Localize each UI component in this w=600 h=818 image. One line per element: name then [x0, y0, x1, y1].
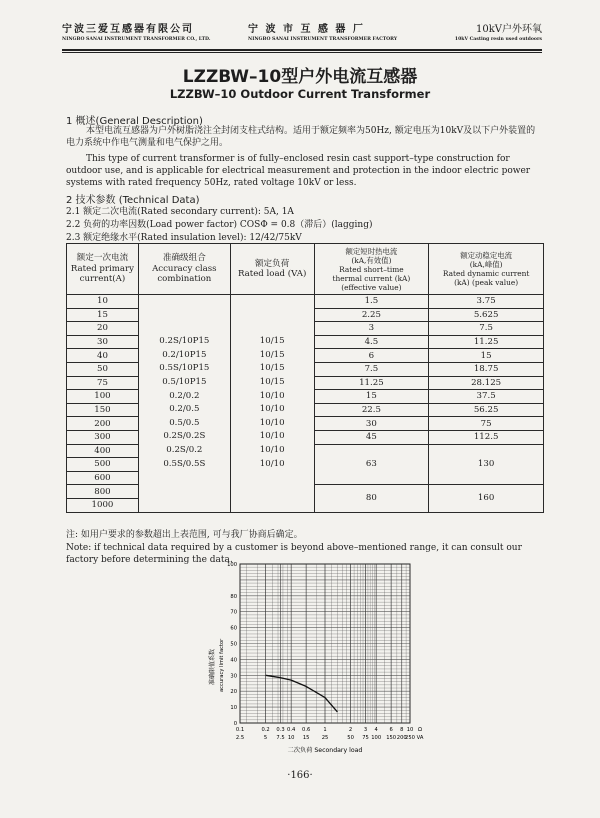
- cell-dynamic-current: 15: [429, 349, 544, 363]
- chart-y-tick-label: 40: [230, 657, 237, 664]
- accuracy-class-item: 0.2S/0.2: [166, 445, 203, 456]
- header-dynamic-current: 额定动稳定电流 (kA,峰值) Rated dynamic current (kA) (peak value): [429, 244, 544, 295]
- chart-x-tick-va: 250: [405, 735, 415, 741]
- company-name-cn: 宁波三爱互感器有限公司: [62, 24, 194, 35]
- product-category-block: [430, 20, 542, 42]
- accuracy-class-item: 0.2S/0.2S: [163, 431, 206, 442]
- chart-x-tick-ohm: 2: [348, 727, 353, 733]
- accuracy-class-item: 0.2/0.5: [169, 404, 200, 415]
- chart-x-tick-ohm: 0.2: [261, 727, 270, 733]
- cell-thermal-current: 63: [314, 444, 429, 485]
- cell-thermal-current: 15: [314, 390, 429, 404]
- cell-primary-current: 200: [67, 417, 139, 431]
- accuracy-class-item: 0.5/0.5: [169, 417, 200, 428]
- chart-series-line: [266, 675, 338, 712]
- chart-x-tick-va: 7.5: [276, 735, 285, 741]
- accuracy-limit-chart: [205, 560, 435, 756]
- chart-ylabel-en: accuracy limit factor: [219, 638, 225, 692]
- page-header: [62, 20, 542, 54]
- chart-x-tick-va: VA: [416, 735, 424, 741]
- chart-grid: [240, 564, 410, 723]
- note-cn: 注: 如用户要求的参数超出上表范围, 可与我厂协商后确定。: [66, 530, 303, 540]
- cell-dynamic-current: 11.25: [429, 335, 544, 349]
- chart-x-ticks: [236, 727, 424, 741]
- note-en: Note: if technical data required by a customer is beyond above–mentioned range, it can consult our factory before determining the data.: [66, 543, 522, 565]
- cell-primary-current: 800: [67, 485, 139, 499]
- cell-thermal-current: 7.5: [314, 362, 429, 376]
- cell-dynamic-current: 160: [429, 485, 544, 512]
- cell-primary-current: 20: [67, 322, 139, 336]
- header-rated-load: 额定负荷 Rated load (VA): [230, 244, 314, 295]
- chart-ylabel-cn: 准确限值系数: [209, 648, 216, 685]
- cell-thermal-current: 80: [314, 485, 429, 512]
- accuracy-stack: [139, 335, 230, 471]
- company-block: [62, 20, 210, 42]
- cell-primary-current: 150: [67, 403, 139, 417]
- cell-dynamic-current: 28.125: [429, 376, 544, 390]
- factory-block: [248, 20, 397, 42]
- header-rule-thin: [62, 52, 542, 53]
- cell-thermal-current: 22.5: [314, 403, 429, 417]
- accuracy-class-item: 0.2/10P15: [162, 349, 207, 360]
- cell-dynamic-current: 5.625: [429, 308, 544, 322]
- chart-x-tick-ohm: 0.1: [235, 727, 245, 733]
- product-category-en: 10kV Casting resin used outdoors: [454, 37, 542, 42]
- chart-xlabel: 二次负荷 Secondary load: [287, 747, 363, 754]
- cell-primary-current: 10: [67, 295, 139, 309]
- spec-item-insulation-level: 2.3 额定绝缘水平(Rated insulation level): 12/42/75kV: [66, 233, 302, 243]
- cell-primary-current: 300: [67, 430, 139, 444]
- chart-y-tick-label: 100: [227, 562, 237, 568]
- cell-dynamic-current: 37.5: [429, 390, 544, 404]
- load-stack: [231, 335, 314, 471]
- chart-x-tick-va: 150: [386, 735, 397, 741]
- cell-thermal-current: 1.5: [314, 295, 429, 309]
- spec-item-secondary-current: 2.1 额定二次电流(Rated secondary current): 5A, 1A: [66, 207, 294, 217]
- general-heading: 1 概述(General Description): [66, 116, 203, 127]
- rated-load-item: 10/15: [259, 336, 285, 347]
- chart-y-ticks: [227, 562, 237, 727]
- cell-primary-current: 1000: [67, 498, 139, 512]
- accuracy-class-item: 0.5S/10P15: [159, 363, 210, 374]
- chart-y-tick-label: 50: [230, 641, 237, 648]
- cell-thermal-current: 30: [314, 417, 429, 431]
- general-text-cn: 本型电流互感器为户外树脂浇注全封闭支柱式结构。适用于额定频率为50Hz, 额定电压为10kV及以下户外装置的电力系统中作电气测量和电气保护之用。: [66, 126, 536, 148]
- cell-accuracy-class-list: [138, 295, 230, 513]
- chart-x-tick-va: 25: [321, 735, 329, 741]
- cell-dynamic-current: 18.75: [429, 362, 544, 376]
- header-accuracy-class: 准确级组合 Accuracy class combination: [138, 244, 230, 295]
- general-text-en: This type of current transformer is of fully–enclosed resin cast support–type construction for outdoor use, and is applicable for electrical measurement and protection in the indoor electric power systems with rated frequency 50Hz, rated voltage 10kV or less.: [66, 154, 531, 188]
- chart-x-tick-ohm: 0.6: [302, 727, 311, 733]
- chart-y-tick-label: 0: [233, 721, 237, 727]
- table-header-row: [67, 244, 544, 295]
- cell-thermal-current: 11.25: [314, 376, 429, 390]
- factory-name-en: NINGBO SANAI INSTRUMENT TRANSFORMER FACTORY: [248, 37, 398, 42]
- accuracy-class-item: 0.5/10P15: [162, 377, 207, 388]
- cell-thermal-current: 2.25: [314, 308, 429, 322]
- cell-thermal-current: 3: [314, 322, 429, 336]
- company-name-en: NINGBO SANAI INSTRUMENT TRANSFORMER CO., LTD.: [62, 37, 211, 42]
- rated-load-item: 10/10: [259, 390, 285, 401]
- cell-dynamic-current: 112.5: [429, 430, 544, 444]
- chart-y-tick-label: 20: [230, 689, 237, 696]
- header-rule-thick: [62, 49, 542, 51]
- header-thermal-current: 额定短时热电流 (kA,有效值) Rated short–time thermal current (kA) (effective value): [314, 244, 429, 295]
- rated-load-item: 10/10: [259, 458, 285, 469]
- rated-load-item: 10/15: [259, 349, 285, 360]
- cell-thermal-current: 6: [314, 349, 429, 363]
- page-title-cn: LZZBW–10型户外电流互感器: [182, 67, 418, 87]
- cell-dynamic-current: 56.25: [429, 403, 544, 417]
- cell-dynamic-current: 75: [429, 417, 544, 431]
- cell-dynamic-current: 7.5: [429, 322, 544, 336]
- chart-x-tick-va: 2.5: [235, 735, 245, 741]
- chart-x-tick-va: 100: [371, 735, 382, 741]
- rated-load-item: 10/10: [259, 404, 285, 415]
- technical-data-table: [66, 243, 544, 513]
- chart-y-tick-label: 60: [230, 625, 237, 632]
- cell-primary-current: 15: [67, 308, 139, 322]
- chart-x-tick-ohm: Ω: [418, 727, 422, 733]
- accuracy-class-item: 0.2S/10P15: [159, 336, 210, 347]
- technical-heading: 2 技术参数 (Technical Data): [66, 195, 200, 206]
- cell-primary-current: 50: [67, 362, 139, 376]
- general-paragraph-cn: [66, 125, 544, 149]
- chart-y-tick-label: 30: [230, 673, 237, 680]
- chart-x-tick-ohm: 0.3: [276, 727, 285, 733]
- rated-load-item: 10/10: [259, 417, 285, 428]
- spec-item-power-factor: 2.2 负荷的功率因数(Load power factor) COSΦ = 0.8（滞后）(lagging): [66, 220, 373, 230]
- chart-y-tick-label: 70: [230, 609, 237, 616]
- page-title-en: LZZBW–10 Outdoor Current Transformer: [169, 87, 431, 101]
- chart-x-tick-va: 10: [287, 735, 295, 741]
- chart-x-tick-va: 50: [347, 735, 354, 741]
- page-number: ·166·: [287, 770, 313, 781]
- cell-rated-load-list: [230, 295, 314, 513]
- table-row: [67, 295, 544, 309]
- cell-primary-current: 500: [67, 458, 139, 472]
- cell-primary-current: 100: [67, 390, 139, 404]
- chart-x-tick-ohm: 4: [374, 727, 378, 733]
- cell-primary-current: 600: [67, 471, 139, 485]
- chart-x-tick-ohm: 10: [406, 727, 414, 733]
- cell-primary-current: 40: [67, 349, 139, 363]
- cell-primary-current: 400: [67, 444, 139, 458]
- cell-primary-current: 30: [67, 335, 139, 349]
- cell-dynamic-current: 130: [429, 444, 544, 485]
- chart-y-tick-label: 80: [230, 593, 237, 600]
- cell-primary-current: 75: [67, 376, 139, 390]
- chart-x-tick-ohm: 1: [323, 727, 327, 733]
- chart-x-tick-va: 15: [302, 735, 310, 741]
- chart-x-tick-va: 75: [362, 735, 369, 741]
- chart-curve-group: [266, 675, 338, 712]
- chart-x-tick-va: 200: [396, 735, 407, 741]
- table-body: [67, 295, 544, 513]
- general-paragraph-en: [66, 153, 544, 189]
- cell-thermal-current: 4.5: [314, 335, 429, 349]
- chart-x-tick-va: 5: [263, 735, 268, 741]
- header-rated-primary-current: 额定一次电流 Rated primary current(A): [67, 244, 139, 295]
- rated-load-item: 10/15: [259, 377, 285, 388]
- cell-dynamic-current: 3.75: [429, 295, 544, 309]
- chart-x-tick-ohm: 8: [400, 727, 404, 733]
- chart-y-tick-label: 10: [230, 705, 237, 712]
- product-category-cn: 10kV户外环氧: [475, 24, 542, 35]
- accuracy-class-item: 0.5S/0.5S: [163, 458, 206, 469]
- rated-load-item: 10/15: [259, 363, 285, 374]
- factory-name-cn: 宁 波 市 互 感 器 厂: [248, 24, 365, 35]
- cell-thermal-current: 45: [314, 430, 429, 444]
- accuracy-class-item: 0.2/0.2: [169, 390, 200, 401]
- rated-load-item: 10/10: [259, 445, 285, 456]
- rated-load-item: 10/10: [259, 431, 285, 442]
- chart-x-tick-ohm: 6: [389, 727, 393, 733]
- chart-x-tick-ohm: 0.4: [287, 727, 296, 733]
- chart-x-tick-ohm: 3: [363, 727, 368, 733]
